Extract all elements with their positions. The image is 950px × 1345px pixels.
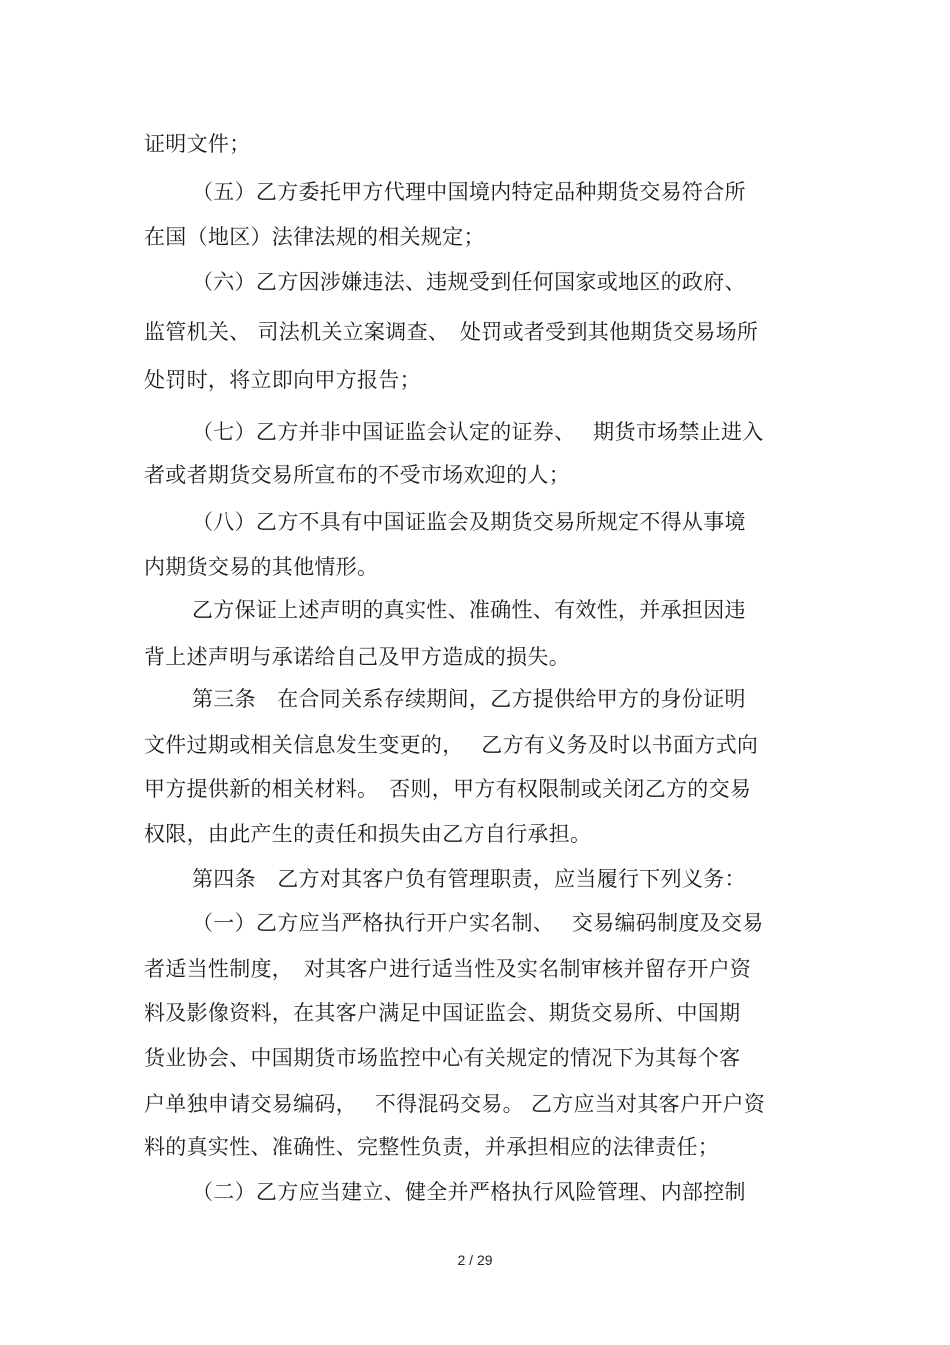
text-line: 乙方保证上述声明的真实性、准确性、有效性，并承担因违 bbox=[192, 598, 746, 622]
text-line: （五）乙方委托甲方代理中国境内特定品种期货交易符合所 bbox=[192, 180, 746, 204]
text-line: （一）乙方应当严格执行开户实名制、 交易编码制度及交易 bbox=[192, 911, 764, 935]
text-line: 第四条 乙方对其客户负有管理职责，应当履行下列义务： bbox=[192, 867, 746, 891]
text-line: 背上述声明与承诺给自己及甲方造成的损失。 bbox=[144, 645, 570, 669]
text-line: 证明文件； bbox=[144, 132, 251, 156]
text-line: 文件过期或相关信息发生变更的， 乙方有义务及时以书面方式向 bbox=[144, 733, 759, 757]
text-line: 第三条 在合同关系存续期间，乙方提供给甲方的身份证明 bbox=[192, 687, 746, 711]
text-line: 内期货交易的其他情形。 bbox=[144, 555, 379, 579]
text-line: 在国（地区）法律法规的相关规定； bbox=[144, 225, 485, 249]
text-line: 监管机关、 司法机关立案调查、 处罚或者受到其他期货交易场所 bbox=[144, 320, 759, 344]
text-line: 甲方提供新的相关材料。 否则，甲方有权限制或关闭乙方的交易 bbox=[144, 777, 752, 801]
text-line: （二）乙方应当建立、健全并严格执行风险管理、内部控制 bbox=[192, 1180, 746, 1204]
text-line: （八）乙方不具有中国证监会及期货交易所规定不得从事境 bbox=[192, 510, 746, 534]
text-line: 者适当性制度， 对其客户进行适当性及实名制审核并留存开户资 bbox=[144, 957, 752, 981]
page-number: 2 / 29 bbox=[457, 1252, 493, 1268]
text-line: 料及影像资料，在其客户满足中国证监会、期货交易所、中国期 bbox=[144, 1001, 741, 1025]
text-line: 货业协会、中国期货市场监控中心有关规定的情况下为其每个客 bbox=[144, 1046, 741, 1070]
text-line: 处罚时，将立即向甲方报告； bbox=[144, 368, 421, 392]
text-line: （七）乙方并非中国证监会认定的证券、 期货市场禁止进入 bbox=[192, 420, 764, 444]
text-line: 户单独申请交易编码， 不得混码交易。 乙方应当对其客户开户资 bbox=[144, 1092, 766, 1116]
text-line: （六）乙方因涉嫌违法、违规受到任何国家或地区的政府、 bbox=[192, 270, 746, 294]
text-line: 权限，由此产生的责任和损失由乙方自行承担。 bbox=[144, 822, 592, 846]
text-line: 料的真实性、准确性、完整性负责，并承担相应的法律责任； bbox=[144, 1135, 720, 1159]
text-line: 者或者期货交易所宣布的不受市场欢迎的人； bbox=[144, 463, 570, 487]
